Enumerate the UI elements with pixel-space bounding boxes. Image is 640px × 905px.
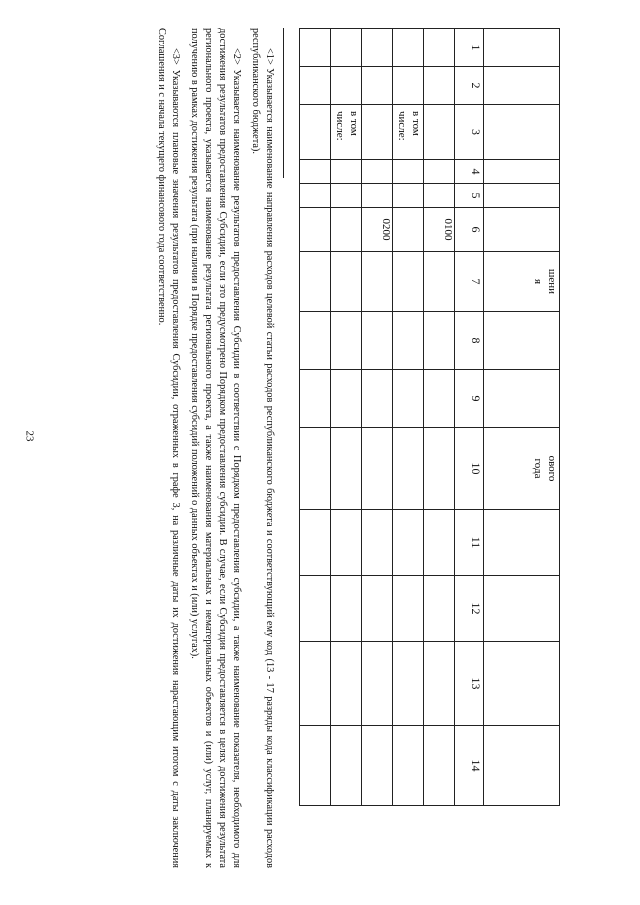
table-row xyxy=(424,29,455,806)
col-num: 3 xyxy=(455,105,484,160)
table-header-row xyxy=(484,29,560,806)
col-num: 11 xyxy=(455,510,484,576)
col-num: 13 xyxy=(455,642,484,726)
rotated-page-content xyxy=(40,28,560,868)
footnote-3: <3> Указываются плановые значения результатов предоставления Субсидии, отраженных в графе 3, на различные даты их достижения нарастающим итогом с даты заключения Соглашения и с начала текущего финансового года соответственно. xyxy=(156,28,181,868)
col-num: 14 xyxy=(455,726,484,806)
col-num: 6 xyxy=(455,208,484,252)
col-num: 8 xyxy=(455,312,484,370)
col-num: 4 xyxy=(455,160,484,184)
including-label: в том числе: xyxy=(393,105,424,160)
table-row xyxy=(362,29,393,806)
col-num: 10 xyxy=(455,428,484,510)
including-label: в том числе: xyxy=(331,105,362,160)
column-numbers-row xyxy=(455,29,484,806)
page-number: 23 xyxy=(23,430,36,442)
code-cell: 0100 xyxy=(424,208,455,252)
table-row xyxy=(300,29,331,806)
footnote-1: <1> Указывается наименование направления расходов целевой статьи расходов республиканского бюджета и соответствующий ему код (13 - 17 разряды кода классификации расходов республиканского бюджета). xyxy=(250,28,275,868)
col-num: 1 xyxy=(455,29,484,67)
col-num: 5 xyxy=(455,184,484,208)
footnotes xyxy=(149,28,276,868)
col-num: 12 xyxy=(455,576,484,642)
code-cell: 0200 xyxy=(362,208,393,252)
table-row xyxy=(331,29,362,806)
footnote-2: <2> Указывается наименование результатов предоставления Субсидии в соответствии с Порядком предоставления субсидии, а также наименование показателя, необходимого для достижения результатов предоставления Субсидии, если это предусмотрено Порядком предоставления субсидии. В случае, если Субсидия предоставляется в целях достижения результата регионального проекта, указывается наименование результата регионального проекта, а также наименования материальных и нематериальных объектов и (или) услуг, планируемых к получению в рамках достижения результата (при наличии в Порядке предоставления субсидий положений о данных объектах и (или) услугах). xyxy=(189,28,242,868)
col-num: 7 xyxy=(455,252,484,312)
footnote-separator xyxy=(283,28,284,178)
col-num: 2 xyxy=(455,67,484,105)
results-table xyxy=(299,28,560,806)
table-row xyxy=(393,29,424,806)
header-col10-fragment: ового года xyxy=(484,428,560,510)
col-num: 9 xyxy=(455,370,484,428)
header-col7-fragment: шени я xyxy=(484,252,560,312)
